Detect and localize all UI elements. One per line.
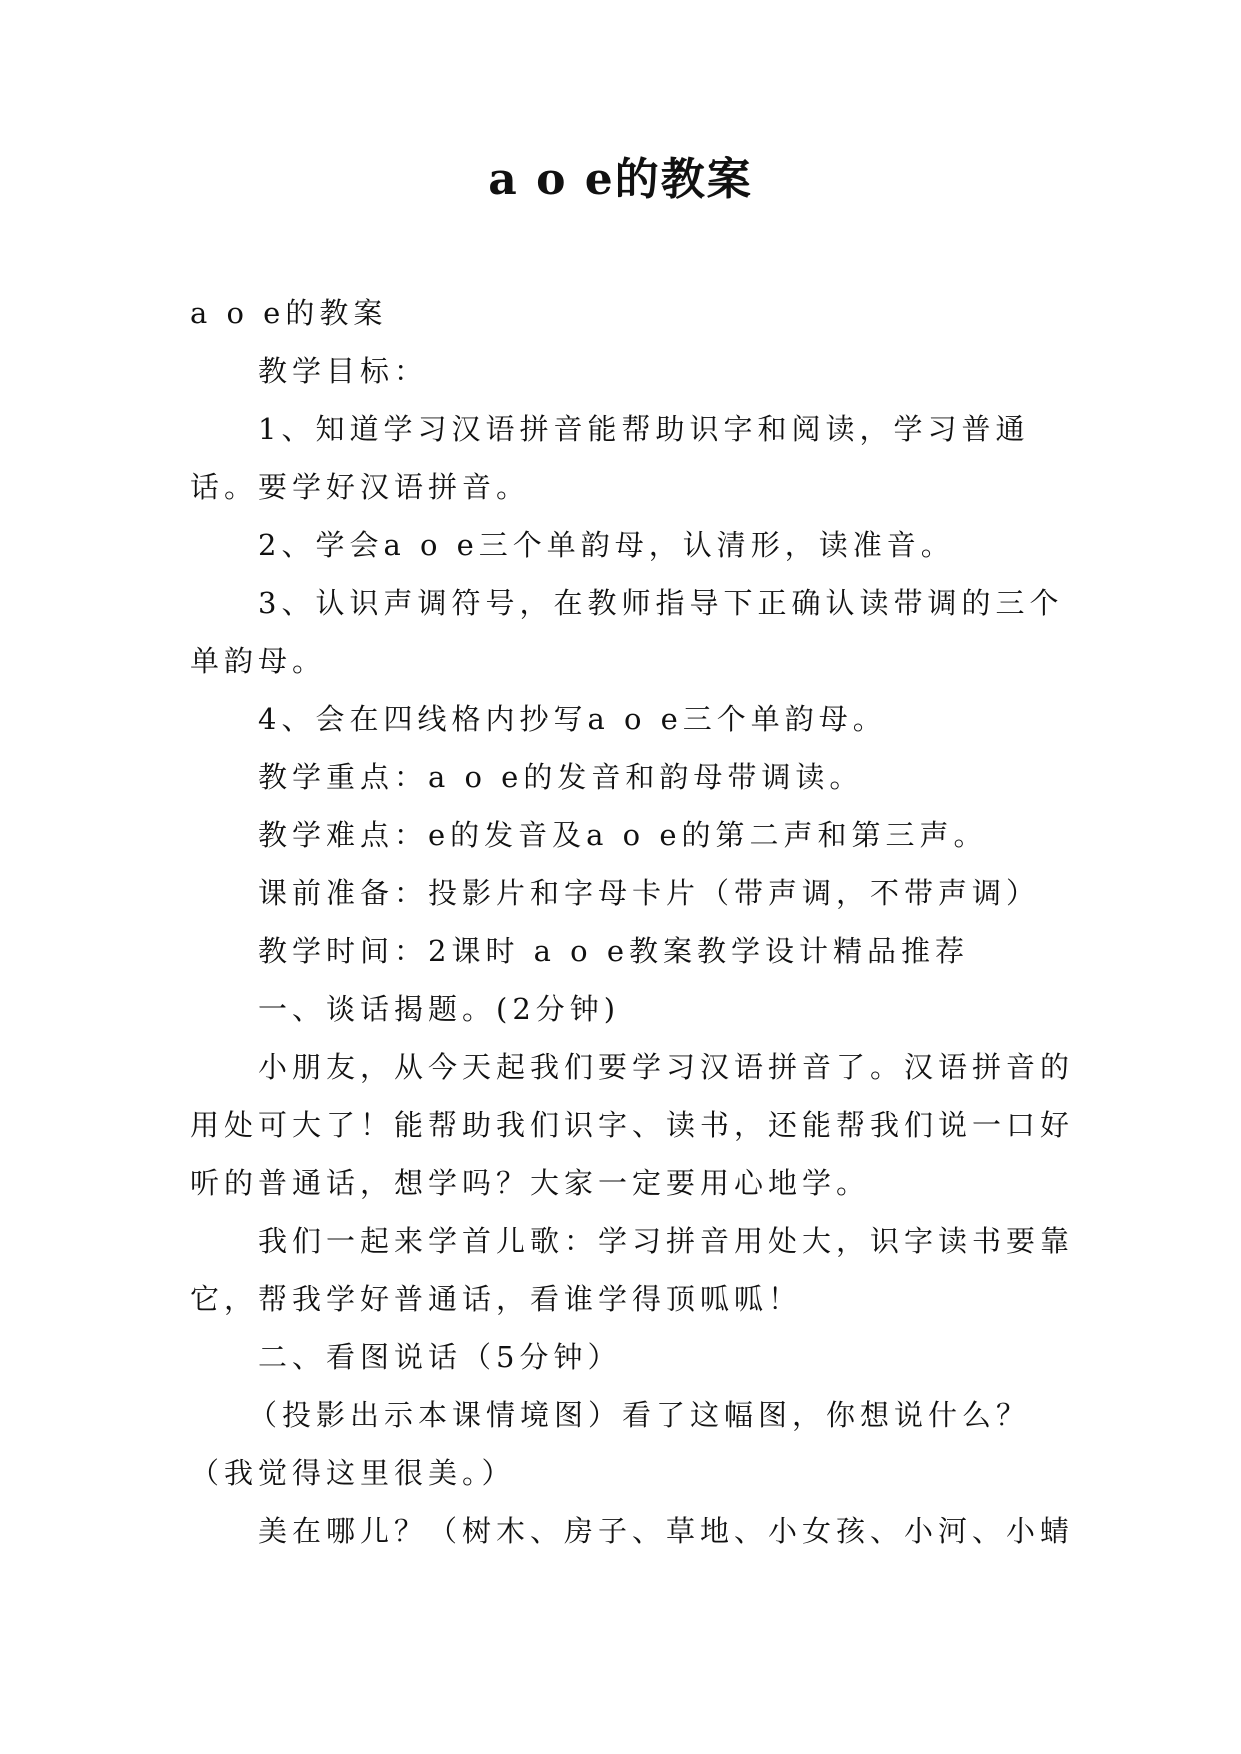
paragraph-section-1-heading: 一、谈话揭题。(2分钟) [258, 992, 621, 1026]
document-body [190, 284, 1080, 1560]
paragraph-objective-4: 4、会在四线格内抄写a o e三个单韵母。 [258, 702, 887, 736]
paragraph-picture-talk: （投影出示本课情境图）看了这幅图，你想说什么？（我觉得这里很美。） [190, 1398, 1031, 1490]
paragraph-key-points: 教学重点：a o e的发音和韵母带调读。 [258, 760, 864, 794]
paragraph-objective-1: 1、知道学习汉语拼音能帮助识字和阅读，学习普通话。要学好汉语拼音。 [190, 412, 1030, 504]
paragraph-preparation: 课前准备：投影片和字母卡片（带声调，不带声调） [258, 876, 1041, 910]
paragraph-objective-3: 3、认识声调符号，在教师指导下正确认读带调的三个单韵母。 [190, 586, 1064, 678]
document-title: a o e的教案 [488, 154, 753, 205]
paragraph-difficulties: 教学难点：e的发音及a o e的第二声和第三声。 [258, 818, 988, 852]
paragraph-intro-talk: 小朋友，从今天起我们要学习汉语拼音了。汉语拼音的用处可大了！能帮助我们识字、读书，还能帮我们说一口好听的普通话，想学吗？大家一定要用心地学。 [190, 1050, 1075, 1200]
paragraph-where-beautiful: 美在哪儿？（树木、房子、草地、小女孩、小河、小蜻 [258, 1514, 1075, 1548]
paragraph-heading: a o e的教案 [190, 296, 388, 330]
paragraph-objectives-label: 教学目标： [258, 354, 429, 388]
paragraph-teaching-time: 教学时间：2课时 a o e教案教学设计精品推荐 [258, 934, 970, 968]
paragraph-objective-2: 2、学会a o e三个单韵母，认清形，读准音。 [258, 528, 955, 562]
paragraph-nursery-rhyme: 我们一起来学首儿歌：学习拼音用处大，识字读书要靠它，帮我学好普通话，看谁学得顶呱呱！ [190, 1224, 1075, 1316]
paragraph-section-2-heading: 二、看图说话（5分钟） [258, 1340, 622, 1374]
